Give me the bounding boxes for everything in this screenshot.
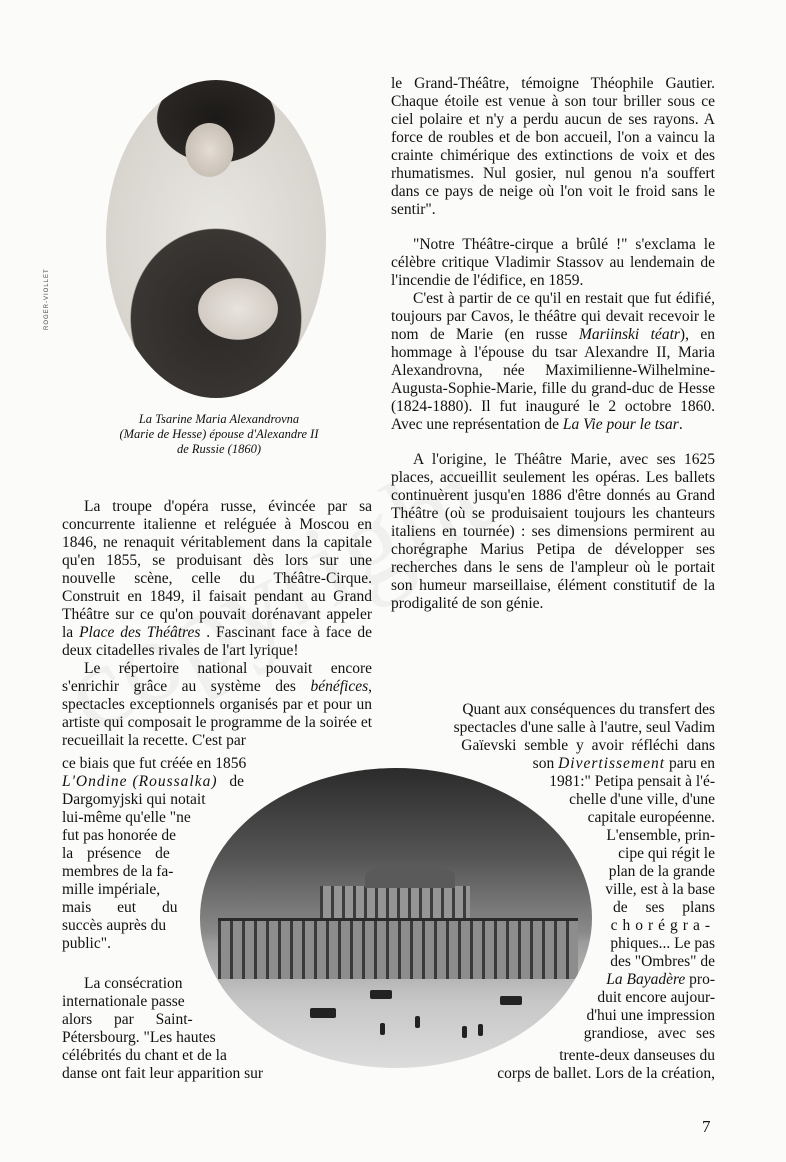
carriage — [310, 1008, 336, 1018]
text-line: danse ont fait leur apparition sur — [62, 1065, 264, 1082]
pedestrian — [380, 1023, 385, 1035]
left-column-top — [62, 498, 372, 750]
text-line: alors par Saint- — [62, 1011, 193, 1028]
text-line: mais eut du — [62, 899, 178, 916]
text-line: mille impériale, — [62, 881, 161, 898]
text-line: de ses plans — [612, 899, 715, 916]
carriage — [370, 990, 392, 999]
text-line: 1981:" Petipa pensait à l'é- — [549, 773, 715, 790]
text-line: membres de la fa- — [62, 863, 174, 880]
pedestrian — [415, 1016, 420, 1028]
text-line: cipe qui régit le — [618, 845, 715, 862]
theatre-wing — [218, 918, 578, 979]
text-line: Pétersbourg. "Les hautes — [62, 1029, 216, 1046]
page-number: 7 — [702, 1117, 711, 1136]
text-line: d'hui une impression — [586, 1007, 715, 1024]
caption-line: La Tsarine Maria Alexandrovna — [138, 412, 300, 426]
text-line: spectacles d'une salle à l'autre, seul Vadim — [453, 719, 715, 736]
theatre-dome — [365, 864, 455, 888]
text-line: Quant aux conséquences du transfert des — [462, 701, 715, 718]
text-line: lui-même qu'elle "ne — [62, 809, 191, 826]
text-line: des "Ombres" de — [610, 953, 715, 970]
text-line: duit encore aujour- — [597, 989, 715, 1006]
text-line: corps de ballet. Lors de la création, — [497, 1065, 715, 1082]
paragraph: A l'origine, le Théâtre Marie, avec ses 1625 places, accueillit seulement les opéras. Les ballets continuèrent jusqu'en 1886 d'être donnés au Grand Théâtre (où se produisaient toujours les chanteurs italiens en tournée) : ses dimensions permirent au chorégraphe Marius Petipa de développer ses recherches dans le sens de l'ampleur où le portait son humeur marseillaise, élément constitutif de la prodigalité de son génie. — [391, 451, 715, 612]
portrait-caption — [96, 412, 342, 457]
text-line: grandiose, avec ses — [583, 1025, 715, 1042]
theatre-engraving-image — [200, 768, 592, 1068]
text-line: ville, est à la base — [605, 881, 715, 898]
caption-line: (Marie de Hesse) épouse d'Alexandre II — [119, 427, 319, 441]
text-line: trente-deux danseuses du — [559, 1047, 715, 1064]
text-line: public". — [62, 935, 111, 952]
text-line: célébrités du chant et de la — [62, 1047, 227, 1064]
text-line: phiques... Le pas — [610, 935, 715, 952]
text-line: internationale passe — [62, 993, 185, 1010]
text-line: fut pas honorée de — [62, 827, 177, 844]
text-line: la présence de — [62, 845, 170, 862]
caption-line: de Russie (1860) — [176, 442, 261, 456]
text-line: chelle d'une ville, d'une — [569, 791, 715, 808]
photo-credit: ROGER-VIOLLET — [44, 268, 50, 330]
text-line: L'ensemble, prin- — [606, 827, 715, 844]
paragraph: C'est à partir de ce qu'il en restait que fut édifié, toujours par Cavos, le théâtre qui devait recevoir le nom de Marie (en russe Mariinski téatr), en hommage à l'épouse du tsar Alexandre II, Maria Alexandrovna, née Maximilienne-Wilhelmine-Augusta-Sophie-Marie, fille du grand-duc de Hesse (1824-1880). Il fut inauguré le 2 octobre 1860. Avec une représentation de La Vie pour le tsar. — [391, 290, 715, 433]
text-line: La Bayadère pro- — [606, 971, 715, 988]
text-line: Dargomyjski qui notait — [62, 791, 206, 808]
paragraph: le Grand-Théâtre, témoigne Théophile Gautier. Chaque étoile est venue à son tour briller sous ce ciel polaire et n'y a perdu aucun de ses rayons. A force de roubles et de bon accueil, l'on a vaincu la crainte chimérique des extinctions de voix et des rhumatismes. Nul gosier, nul genou n'a souffert dans ce pays de neige où l'on voit le froid sans le sentir". — [391, 75, 715, 218]
pedestrian — [462, 1026, 467, 1038]
text-line: ce biais que fut créée en 1856 — [62, 755, 247, 772]
paragraph: Le répertoire national pouvait encore s'enrichir grâce au système des bénéfices, spectacles exceptionnels organisés par et pour un artiste qui composait le programme de la soirée et recueillait la recette. C'est par — [62, 660, 372, 749]
paragraph: La troupe d'opéra russe, évincée par sa concurrente italienne et reléguée à Moscou en 1846, ne renaquit véritablement dans la capitale qu'en 1855, se produisant dès lors sur une nouvelle scène, celle du Théâtre-Cirque. Construit en 1849, il faisait pendant au Grand Théâtre sur ce qu'on pouvait dorénavant appeler la Place des Théâtres . Fascinant face à face de deux citadelles rivales de l'art lyrique! — [62, 498, 373, 659]
text-line: La consécration — [84, 975, 183, 992]
text-line: son Divertissement paru en — [532, 755, 715, 772]
right-column-top — [391, 75, 715, 613]
text-line: succès auprès du — [62, 917, 167, 934]
text-line: L'Ondine (Roussalka) de — [62, 773, 244, 790]
portrait-image — [106, 80, 326, 398]
carriage — [500, 996, 522, 1005]
text-line: plan de la grande — [608, 863, 715, 880]
text-line: Gaïevski semble y avoir réfléchi dans — [461, 737, 715, 754]
text-line: capitale européenne. — [587, 809, 715, 826]
text-line: chorégra- — [610, 917, 715, 934]
pedestrian — [478, 1024, 483, 1036]
paragraph: "Notre Théâtre-cirque a brûlé !" s'exclama le célèbre critique Vladimir Stassov au lendemain de l'incendie de l'édifice, en 1859. — [391, 236, 715, 289]
